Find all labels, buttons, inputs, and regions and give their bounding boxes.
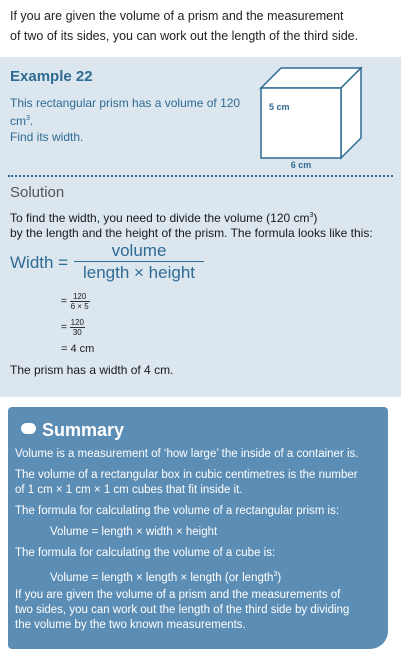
summary-f2-end: ) <box>277 571 282 584</box>
formula-denominator: length × height <box>82 263 195 282</box>
solution-line2: by the length and the height of the prism. The formula looks like this: <box>10 226 373 240</box>
summary-p3: The formula for calculating the volume of a rectangular prism is: <box>15 505 340 517</box>
solution-text <box>10 208 395 241</box>
example-text-end: . <box>29 114 34 128</box>
example-text <box>10 95 250 145</box>
prism-front-face <box>261 88 341 158</box>
example-text-line2: Find its width. <box>10 130 84 144</box>
intro-paragraph <box>10 6 390 46</box>
step-2-eq: = <box>61 322 67 334</box>
summary-title: Summary <box>42 420 125 440</box>
summary-formula-prism: Volume = length × width × height <box>50 526 218 538</box>
summary-formula-cube <box>50 567 401 586</box>
cubed-superscript: 3 <box>26 115 30 122</box>
speech-bubble-icon <box>21 423 36 434</box>
dotted-divider <box>8 175 393 177</box>
step-2 <box>61 318 85 337</box>
summary-p5-line2: two sides, you can work out the length of the third side by dividing <box>15 604 350 616</box>
height-label: 5 cm <box>269 102 290 112</box>
summary-p2-line2: of 1 cm × 1 cm × 1 cm cubes that fit inside it. <box>15 484 243 496</box>
summary-p5-line3: the volume by the two known measurements. <box>15 619 246 631</box>
solution-title: Solution <box>10 184 65 201</box>
step-2-fraction <box>70 318 85 337</box>
summary-panel <box>8 407 388 649</box>
solution-conclusion: The prism has a width of 4 cm. <box>10 363 174 377</box>
step-2-den: 30 <box>72 328 82 337</box>
intro-line-1: If you are given the volume of a prism and the measurement <box>10 9 344 23</box>
step-1-eq: = <box>61 296 67 308</box>
formula-numerator: volume <box>111 241 167 260</box>
formula-lhs: Width = <box>10 253 69 272</box>
summary-heading <box>21 420 124 441</box>
step-1-fraction <box>70 292 90 311</box>
summary-p1: Volume is a measurement of ‘how large’ the inside of a container is. <box>15 448 359 460</box>
summary-p4: The formula for calculating the volume of a cube is: <box>15 547 276 559</box>
example-text-main: This rectangular prism has a volume of 120 cm <box>10 96 241 128</box>
step-1-num: 120 <box>70 292 90 302</box>
step-2-num: 120 <box>70 318 84 327</box>
summary-p2 <box>15 468 380 498</box>
solution-cubed: 3 <box>309 212 314 219</box>
step-3: = 4 cm <box>61 343 95 355</box>
length-label: 6 cm <box>290 160 312 170</box>
formula-fraction <box>74 241 204 284</box>
rectangular-prism-diagram <box>258 60 390 170</box>
summary-f2-sup: 3 <box>273 571 278 578</box>
summary-p2-line1: The volume of a rectangular box in cubic centimetres is the number <box>15 469 358 481</box>
solution-line1-end: ) <box>313 211 318 225</box>
solution-line1: To find the width, you need to divide the volume (120 cm <box>10 211 310 225</box>
summary-p5-line1: If you are given the volume of a prism and the measurements of <box>15 589 341 601</box>
step-1-den: 6 × 5 <box>70 302 89 311</box>
summary-f2-main: Volume = length × length × length (or length <box>50 571 274 584</box>
example-title: Example 22 <box>10 68 93 85</box>
intro-line-2: of two of its sides, you can work out the length of the third side. <box>10 29 359 43</box>
step-1 <box>61 292 90 311</box>
summary-p5 <box>15 588 380 633</box>
